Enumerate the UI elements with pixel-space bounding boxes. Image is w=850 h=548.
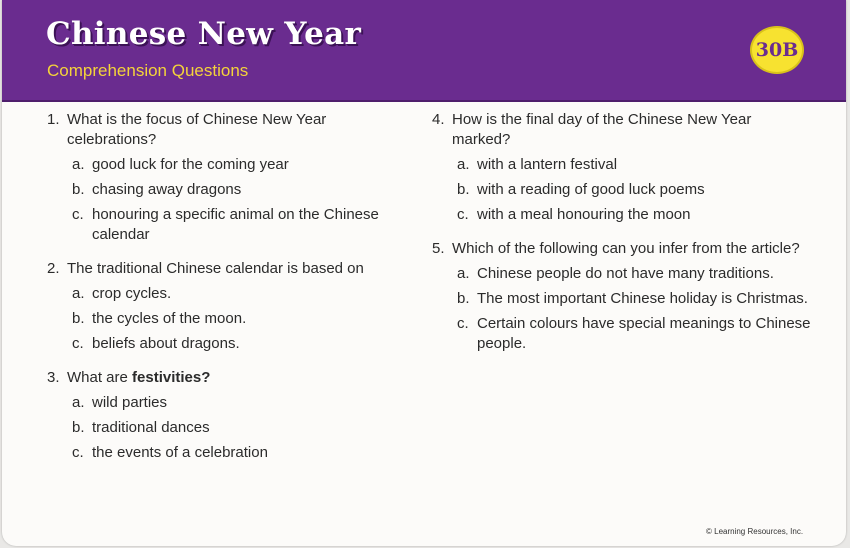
answer-text: the cycles of the moon. [92,310,247,327]
answer-option [72,393,417,413]
answer-text: good luck for the coming year [92,156,289,173]
answer-text: honouring a specific animal on the Chinese calendar [92,206,379,243]
question-2 [47,259,417,354]
answer-list [47,284,417,354]
answer-letter: c. [72,335,84,352]
answer-letter: b. [457,181,470,198]
question-text: What is the focus of Chinese New Year celebrations? [67,111,327,148]
answer-list [47,393,417,463]
answer-option [72,309,417,329]
page-title: Chinese New Year [46,16,362,52]
answer-letter: b. [72,310,85,327]
left-column [47,110,417,477]
answer-text: the events of a celebration [92,444,268,461]
card-number-badge: 30B [750,26,804,74]
answer-letter: b. [72,181,85,198]
question-text [67,368,417,388]
answer-list [47,155,417,245]
question-number: 3. [47,369,60,386]
answer-letter: c. [457,315,469,332]
answer-text: with a reading of good luck poems [477,181,705,198]
answer-option [72,205,417,245]
answer-text: crop cycles. [92,285,172,302]
question-number: 1. [47,111,60,128]
answer-letter: c. [72,444,84,461]
answer-option [72,418,417,438]
answer-text: traditional dances [92,419,210,436]
answer-text: Certain colours have special meanings to Chinese people. [477,315,811,352]
answer-letter: a. [72,394,85,411]
answer-text: with a lantern festival [477,156,618,173]
question-keyword: festivities? [132,369,211,386]
answer-letter: a. [72,285,85,302]
answer-letter: c. [72,206,84,223]
answer-letter: b. [72,419,85,436]
answer-letter: b. [457,290,470,307]
answer-option [457,205,812,225]
answer-text: chasing away dragons [92,181,242,198]
question-1 [47,110,417,245]
answer-option [457,289,812,309]
question-number: 4. [432,111,445,128]
answer-text: Chinese people do not have many traditions. [477,265,774,282]
answer-text: beliefs about dragons. [92,335,240,352]
question-3 [47,368,417,463]
question-4 [432,110,812,225]
right-column [432,110,812,368]
question-number: 5. [432,240,445,257]
answer-letter: a. [72,156,85,173]
answer-list [432,264,812,354]
answer-option [72,334,417,354]
answer-list [432,155,812,225]
answer-option [457,264,812,284]
answer-option [457,180,812,200]
question-text-plain: What are [67,369,133,386]
answer-letter: a. [457,265,470,282]
header-band [2,0,846,102]
question-text: How is the final day of the Chinese New Year marked? [452,111,752,148]
question-5 [432,239,812,354]
question-text: The traditional Chinese calendar is based on [67,260,364,277]
question-text: Which of the following can you infer from the article? [452,240,800,257]
page-subtitle: Comprehension Questions [47,61,249,80]
answer-text: wild parties [92,394,168,411]
answer-option [72,155,417,175]
question-number: 2. [47,260,60,277]
answer-option [72,284,417,304]
question-card [2,0,846,546]
answer-option [72,443,417,463]
answer-option [457,314,812,354]
answer-text: with a meal honouring the moon [477,206,691,223]
answer-letter: a. [457,156,470,173]
answer-option [72,180,417,200]
copyright-notice: © Learning Resources, Inc. [706,527,804,536]
answer-letter: c. [457,206,469,223]
answer-text: The most important Chinese holiday is Christmas. [477,290,808,307]
answer-option [457,155,812,175]
